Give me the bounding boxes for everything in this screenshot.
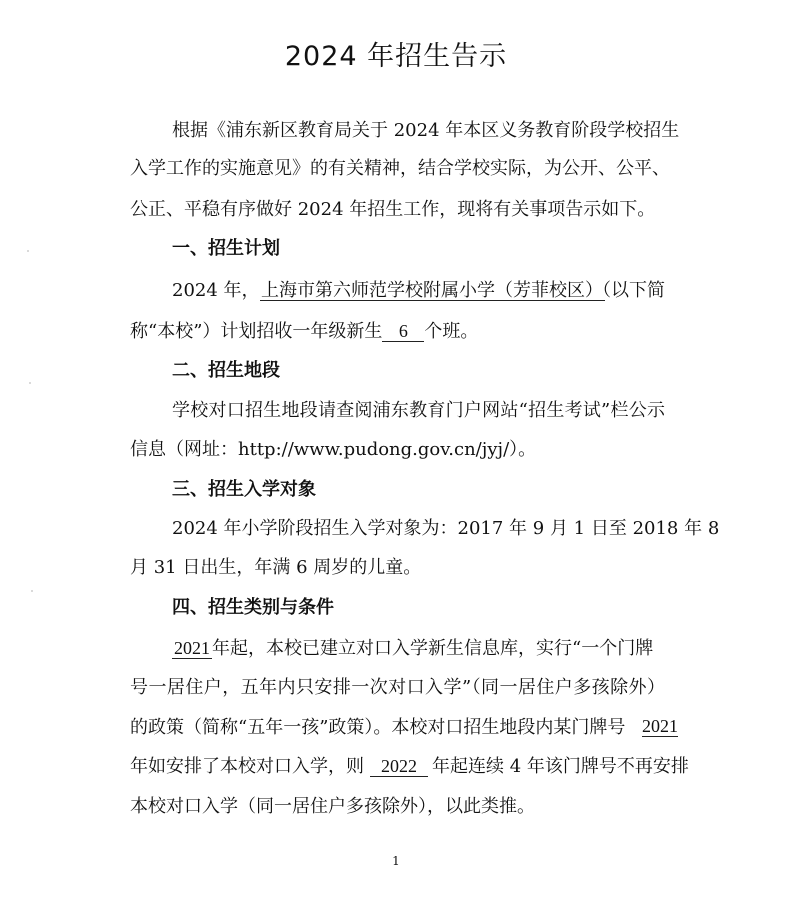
section-1-heading: 一、招生计划 — [172, 238, 280, 259]
section-1-line-2 — [130, 320, 478, 344]
section-4-heading: 四、招生类别与条件 — [172, 597, 334, 618]
section-2-line-2: 信息（网址：http://www.pudong.gov.cn/jyj/）。 — [130, 439, 537, 460]
section-4-line-1 — [172, 637, 665, 661]
policy-text: 年起，本校已建立对口入学新生信息库，实行“一个门牌 — [212, 638, 654, 659]
plan-abbrev-text: （以下简 — [593, 280, 665, 301]
scan-speck — [29, 382, 31, 384]
section-3-line-2: 月 31 日出生，年满 6 周岁的儿童。 — [130, 557, 422, 578]
section-2-line-1: 学校对口招生地段请查阅浦东教育门户网站“招生考试”栏公示 — [172, 400, 665, 421]
plan-text: 称“本校”）计划招收一年级新生 — [130, 321, 383, 342]
policy-name-text: 的政策（简称“五年一孩”政策）。本校对口招生地段内某门牌号 — [130, 717, 626, 738]
intro-line-3: 公正、平稳有序做好 2024 年招生工作，现将有关事项告示如下。 — [130, 199, 656, 220]
section-4-line-5: 本校对口入学（同一居住户多孩除外），以此类推。 — [130, 796, 535, 817]
restriction-text: 年起连续 4 年该门牌号不再安排 — [432, 756, 689, 777]
admission-text: 年如安排了本校对口入学，则 — [130, 756, 364, 777]
section-4-line-4 — [130, 755, 689, 779]
section-4-line-3 — [130, 716, 678, 740]
plan-year-text: 2024 年， — [172, 280, 260, 301]
school-name-field: 上海市第六师范学校附属小学（芳菲校区） — [261, 280, 604, 300]
scan-speck — [31, 590, 33, 592]
start-year-field: 2021 — [174, 638, 210, 658]
page-number: 1 — [392, 854, 400, 868]
class-count-field: 6 — [382, 321, 424, 342]
section-3-line-1: 2024 年小学阶段招生入学对象为：2017 年 9 月 1 日至 2018 年 8 — [172, 518, 720, 539]
section-4-line-2: 号一居住户，五年内只安排一次对口入学”（同一居住户多孩除外） — [130, 677, 665, 698]
section-1-line-1 — [172, 279, 665, 303]
admission-year-field: 2021 — [642, 716, 678, 736]
section-3-heading: 三、招生入学对象 — [172, 479, 316, 500]
intro-line-1: 根据《浦东新区教育局关于 2024 年本区义务教育阶段学校招生 — [172, 120, 680, 141]
section-2-heading: 二、招生地段 — [172, 360, 280, 381]
page-title: 2024 年招生告示 — [284, 41, 508, 72]
intro-line-2: 入学工作的实施意见》的有关精神，结合学校实际，为公开、公平、 — [130, 158, 670, 179]
plan-unit-text: 个班。 — [424, 321, 479, 342]
restriction-year-field: 2022 — [370, 756, 428, 777]
scan-speck — [27, 250, 29, 252]
